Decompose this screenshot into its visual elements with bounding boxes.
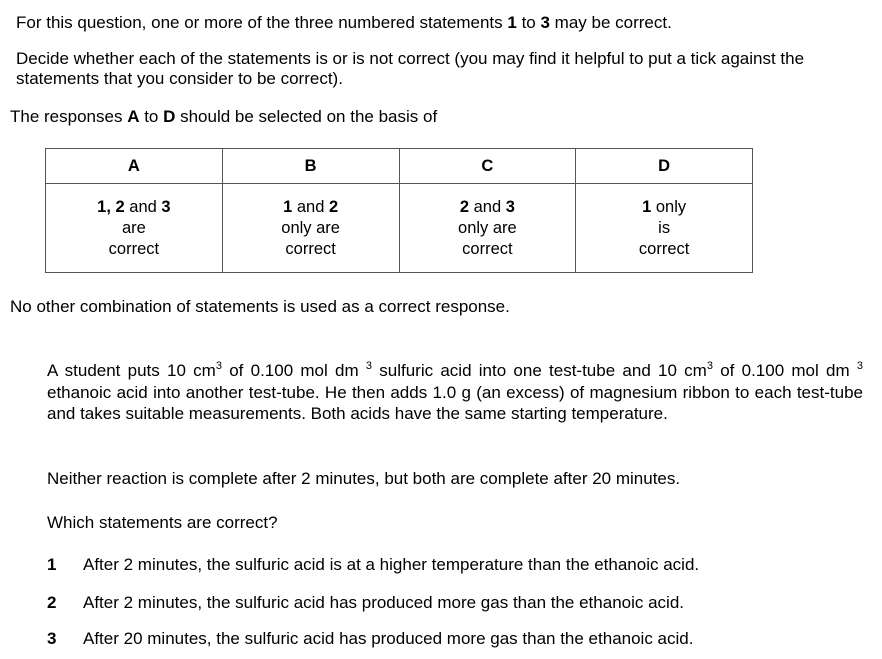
question-prompt: Which statements are correct?: [47, 513, 278, 532]
statement-number: 3: [47, 629, 57, 648]
instruction-text: The responses: [10, 107, 128, 126]
instruction-bold: D: [163, 107, 176, 126]
stem-text: A student puts 10 cm: [47, 361, 216, 380]
stem-text: of 0.100 mol dm: [221, 361, 366, 380]
cell-text: correct: [462, 239, 513, 258]
cell-bold: 3: [505, 197, 515, 216]
instruction-text: For this question, one or more of the three numbered statements: [16, 13, 508, 32]
instruction-line-1: [16, 13, 876, 33]
question-stem: [47, 360, 863, 425]
superscript: 3: [365, 360, 373, 372]
response-cell-a: [46, 184, 223, 273]
cell-text: and: [292, 197, 329, 216]
cell-text: only are: [281, 218, 340, 237]
cell-bold: 2: [328, 197, 339, 216]
superscript: 3: [215, 360, 222, 372]
response-header-row: [46, 149, 753, 184]
cell-text: is: [658, 218, 671, 237]
cell-text: only: [651, 197, 687, 216]
response-header-a: A: [46, 149, 223, 184]
response-cell-b: [222, 184, 399, 273]
statement-number: 2: [47, 593, 57, 612]
cell-bold: 1: [283, 197, 293, 216]
cell-text: only are: [458, 218, 517, 237]
cell-text: correct: [285, 239, 336, 258]
cell-text: and: [469, 197, 506, 216]
superscript: 3: [856, 360, 864, 372]
instruction-text: may be correct.: [549, 13, 672, 32]
stem-text: sulfuric acid into one test-tube and 10 cm: [372, 361, 707, 380]
cell-text: correct: [638, 239, 690, 258]
instruction-bold: A: [127, 107, 140, 126]
cell-text: correct: [108, 239, 160, 258]
no-other-note: No other combination of statements is used as a correct response.: [10, 297, 510, 316]
instruction-line-2: Decide whether each of the statements is or is not correct (you may find it helpful to put a tick against the statements that you consider to be correct).: [16, 49, 805, 88]
cell-bold: 2: [459, 197, 470, 216]
cell-bold: 3: [161, 197, 171, 216]
instruction-text: to: [516, 13, 541, 32]
response-cell-d: [576, 184, 753, 273]
stem-text: of 0.100 mol dm: [712, 361, 857, 380]
cell-bold: 1: [642, 197, 652, 216]
statement-text: After 2 minutes, the sulfuric acid is at a higher temperature than the ethanoic acid.: [83, 555, 700, 574]
instruction-line-3: [10, 107, 870, 127]
instruction-bold: 1: [507, 13, 517, 32]
statement-text: After 20 minutes, the sulfuric acid has produced more gas than the ethanoic acid.: [83, 629, 694, 648]
superscript: 3: [706, 360, 713, 372]
response-cell-c: [399, 184, 576, 273]
response-header-b: B: [222, 149, 399, 184]
response-body-row: [46, 184, 753, 273]
cell-text: are: [121, 218, 146, 237]
response-header-d: D: [576, 149, 753, 184]
response-key-table: [45, 148, 753, 273]
instruction-bold: 3: [540, 13, 550, 32]
cell-bold: 1, 2: [97, 197, 125, 216]
cell-text: and: [124, 197, 162, 216]
instruction-text: to: [139, 107, 164, 126]
instruction-text: should be selected on the basis of: [175, 107, 438, 126]
question-condition: Neither reaction is complete after 2 minutes, but both are complete after 20 minutes.: [47, 469, 681, 488]
response-header-c: C: [399, 149, 576, 184]
statement-number: 1: [47, 555, 57, 574]
stem-text: ethanoic acid into another test-tube. He then adds 1.0 g (an excess) of magnesium ribbon to each test-tube and takes suitable measurements. Both acids have the same starting temperature.: [47, 382, 863, 423]
statement-text: After 2 minutes, the sulfuric acid has produced more gas than the ethanoic acid.: [83, 593, 685, 612]
